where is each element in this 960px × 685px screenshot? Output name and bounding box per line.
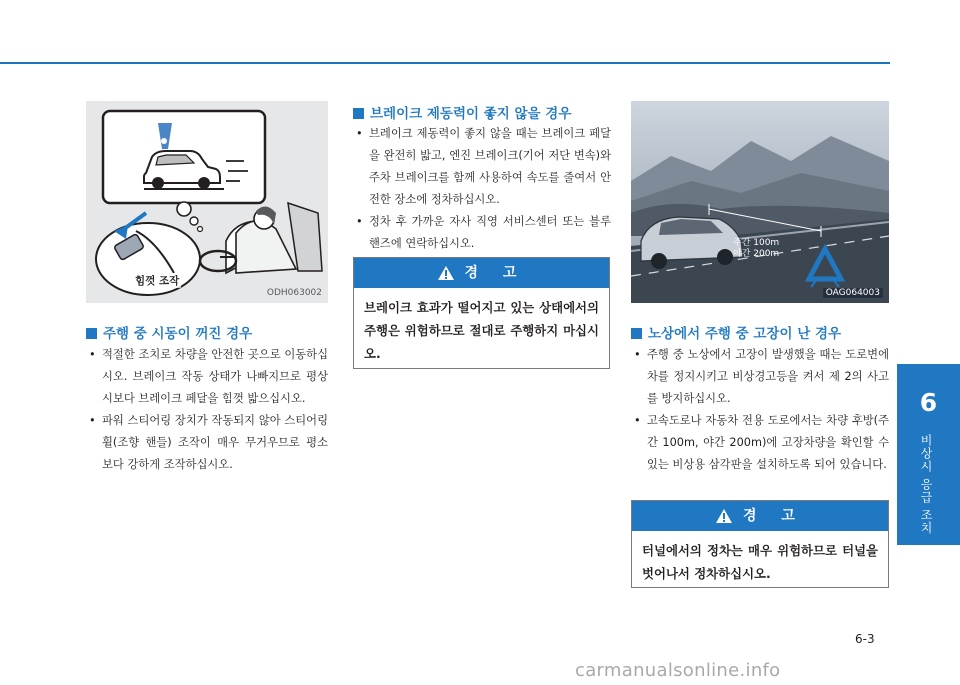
warning-header (354, 258, 609, 288)
page-number: 6-3 (855, 632, 875, 646)
night-distance-label: 야간 200m (733, 249, 780, 259)
list-item: • 파워 스티어링 장치가 작동되지 않아 스티어링 휠(조향 핸들) 조작이 매우 무거우므로 평소 보다 강하게 조작하십시오. (86, 410, 328, 476)
section-heading-engine-stall (86, 322, 252, 342)
heading-square-icon (86, 328, 97, 339)
heading-text: 브레이크 제동력이 좋지 않을 경우 (370, 106, 572, 122)
warning-header (632, 501, 888, 531)
road-breakdown-list (631, 344, 889, 476)
list-item: • 정차 후 가까운 자사 직영 서비스센터 또는 블루핸즈에 연락하십시오. (353, 211, 611, 255)
distance-labels (733, 238, 779, 260)
road-illustration (631, 101, 889, 303)
figure-code: OAG064003 (823, 288, 883, 298)
day-distance-label: 주간 100m (733, 238, 780, 248)
chapter-tab[interactable] (897, 364, 960, 545)
warning-title: 경 고 (743, 508, 805, 524)
warning-text: 터널에서의 정차는 매우 위험하므로 터널을 벗어나서 정차하십시오. (642, 543, 878, 581)
list-item: • 적절한 조치로 차량을 안전한 곳으로 이동하십시오. 브레이크 작동 상태가 나빠지므로 평상시보다 브레이크 페달을 힘껏 밟으십시오. (86, 344, 328, 410)
warning-title: 경 고 (464, 265, 527, 281)
warning-text: 브레이크 효과가 떨어지고 있는 상태에서의 주행은 위험하므로 절대로 주행하지 마십시오. (364, 300, 599, 361)
heading-square-icon (353, 108, 364, 119)
engine-stall-list (86, 344, 328, 476)
watermark: carmanualsonline.info (575, 660, 781, 681)
list-item: • 주행 중 노상에서 고장이 발생했을 때는 도로변에 차를 정지시키고 비상경고등을 켜서 제 2의 사고를 방지하십시오. (631, 344, 889, 410)
header-rule (0, 62, 890, 64)
heading-text: 노상에서 주행 중 고장이 난 경우 (648, 326, 842, 342)
chapter-title: 비상시 응급 조치 (919, 434, 933, 535)
driver-illustration (86, 101, 328, 303)
list-item: • 고속도로나 자동차 전용 도로에서는 차량 후방(주간 100m, 야간 200m)에 고장차량을 확인할 수 있는 비상용 삼각판을 설치하도록 되어 있습니다. (631, 410, 889, 476)
figure-code: ODH063002 (266, 288, 322, 298)
warning-box-brake (353, 257, 610, 369)
section-heading-brake (353, 102, 571, 122)
heading-square-icon (631, 328, 642, 339)
warning-triangle-icon (437, 265, 455, 281)
heading-text: 주행 중 시동이 꺼진 경우 (103, 326, 253, 342)
chapter-number: 6 (919, 388, 938, 417)
figure-callout: 힘껏 조작 (135, 275, 180, 287)
figure-engine-stall (86, 101, 328, 303)
warning-box-tunnel (631, 500, 889, 588)
brake-list (353, 123, 611, 255)
warning-triangle-icon (715, 508, 733, 524)
section-heading-road-breakdown (631, 322, 841, 342)
list-item: • 브레이크 제동력이 좋지 않을 때는 브레이크 페달을 완전히 밟고, 엔진 브레이크(기어 저단 변속)와 주차 브레이크를 함께 사용하여 속도를 줄여서 안전한 장소에 정차하십시오. (353, 123, 611, 211)
figure-road-breakdown (631, 101, 889, 303)
